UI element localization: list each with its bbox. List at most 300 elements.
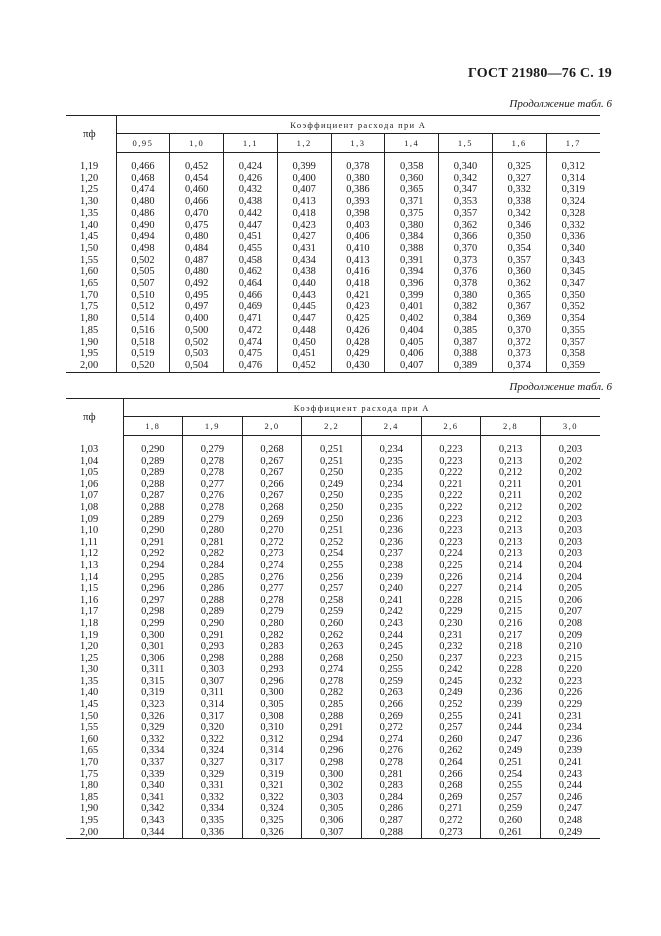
coefficient-value: 0,266 bbox=[362, 699, 422, 711]
coefficient-value: 0,211 bbox=[481, 479, 541, 491]
coefficient-value: 0,384 bbox=[385, 231, 439, 243]
coefficient-value: 0,278 bbox=[302, 676, 362, 688]
coefficient-value: 0,243 bbox=[362, 618, 422, 630]
table-row bbox=[66, 711, 600, 723]
pi-value: 1,40 bbox=[66, 687, 123, 699]
coefficient-value: 0,286 bbox=[362, 803, 422, 815]
coefficient-value: 0,337 bbox=[123, 757, 183, 769]
coefficient-value: 0,375 bbox=[385, 208, 439, 220]
table-row bbox=[66, 595, 600, 607]
coefficient-value: 0,290 bbox=[123, 525, 183, 537]
coefficient-value: 0,443 bbox=[277, 290, 331, 302]
coefficient-value: 0,245 bbox=[362, 641, 422, 653]
coefficient-value: 0,336 bbox=[183, 827, 243, 839]
coefficient-value: 0,497 bbox=[170, 301, 224, 313]
coefficient-value: 0,235 bbox=[362, 456, 422, 468]
coefficient-value: 0,232 bbox=[481, 676, 541, 688]
coefficient-value: 0,442 bbox=[224, 208, 278, 220]
table-row bbox=[66, 572, 600, 584]
coefficient-value: 0,314 bbox=[183, 699, 243, 711]
coefficient-value: 0,223 bbox=[421, 456, 481, 468]
coefficient-value: 0,403 bbox=[331, 220, 385, 232]
coefficient-value: 0,280 bbox=[242, 618, 302, 630]
table-row bbox=[66, 676, 600, 688]
coefficient-value: 0,257 bbox=[421, 722, 481, 734]
coefficient-value: 0,389 bbox=[439, 360, 493, 372]
table-row bbox=[66, 641, 600, 653]
coefficient-value: 0,343 bbox=[561, 254, 585, 266]
coefficient-value: 0,212 bbox=[481, 514, 541, 526]
coefficient-value: 0,213 bbox=[481, 456, 541, 468]
coefficient-value: 0,255 bbox=[481, 780, 541, 792]
coefficient-value: 0,296 bbox=[242, 676, 302, 688]
coefficient-value: 0,455 bbox=[224, 243, 278, 255]
pi-value: 1,17 bbox=[66, 606, 123, 618]
table-row bbox=[66, 337, 600, 349]
coefficient-value: 0,284 bbox=[362, 792, 422, 804]
coefficient-value: 0,502 bbox=[116, 255, 170, 267]
coefficient-value: 0,291 bbox=[183, 630, 243, 642]
table-row bbox=[66, 618, 600, 630]
coefficient-value: 0,250 bbox=[302, 514, 362, 526]
coefficient-value: 0,338 bbox=[492, 196, 546, 208]
coefficient-value: 0,484 bbox=[170, 243, 224, 255]
coefficient-value: 0,424 bbox=[224, 153, 278, 173]
coefficient-value: 0,362 bbox=[439, 220, 493, 232]
pi-value: 1,60 bbox=[66, 734, 123, 746]
coefficient-value: 0,249 bbox=[421, 687, 481, 699]
coefficient-value: 0,223 bbox=[421, 537, 481, 549]
coefficient-table-1 bbox=[66, 115, 600, 373]
pi-value: 1,18 bbox=[66, 618, 123, 630]
coefficient-value: 0,202 bbox=[558, 455, 583, 467]
pi-value: 1,06 bbox=[66, 479, 123, 491]
pi-value: 1,70 bbox=[66, 757, 123, 769]
coefficient-value: 0,267 bbox=[242, 467, 302, 479]
coefficient-value: 0,290 bbox=[183, 618, 243, 630]
coefficient-value: 0,247 bbox=[558, 803, 583, 815]
coefficient-value: 0,247 bbox=[481, 734, 541, 746]
table-row bbox=[66, 792, 600, 804]
pi-value: 1,50 bbox=[66, 711, 123, 723]
coefficient-value: 0,240 bbox=[362, 583, 422, 595]
coefficient-value: 0,305 bbox=[302, 803, 362, 815]
coefficient-value: 0,448 bbox=[277, 325, 331, 337]
table-row bbox=[66, 780, 600, 792]
coefficient-value: 0,298 bbox=[183, 653, 243, 665]
coefficient-value: 0,224 bbox=[421, 548, 481, 560]
coefficient-value: 0,289 bbox=[183, 606, 243, 618]
coefficient-value: 0,382 bbox=[439, 301, 493, 313]
coefficient-value: 0,213 bbox=[481, 537, 541, 549]
coefficient-value: 0,474 bbox=[224, 337, 278, 349]
coefficient-value: 0,211 bbox=[481, 490, 541, 502]
coefficient-value: 0,278 bbox=[183, 456, 243, 468]
coefficient-value: 0,399 bbox=[385, 290, 439, 302]
pi-value: 1,07 bbox=[66, 490, 123, 502]
pi-value: 2,00 bbox=[66, 827, 123, 839]
coefficient-value: 0,373 bbox=[492, 348, 546, 360]
coefficient-value: 0,280 bbox=[183, 525, 243, 537]
coefficient-value: 0,293 bbox=[183, 641, 243, 653]
coefficient-value: 0,359 bbox=[546, 360, 600, 372]
coefficient-value: 0,328 bbox=[561, 207, 585, 219]
coefficient-value: 0,282 bbox=[242, 630, 302, 642]
pi-value: 1,65 bbox=[66, 745, 123, 757]
coefficient-value: 0,380 bbox=[331, 173, 385, 185]
coefficient-value: 0,283 bbox=[242, 641, 302, 653]
coefficient-value: 0,260 bbox=[481, 815, 541, 827]
coefficient-value: 0,454 bbox=[170, 173, 224, 185]
pi-value: 1,16 bbox=[66, 595, 123, 607]
table-row bbox=[66, 815, 600, 827]
coefficient-value: 0,347 bbox=[561, 278, 585, 290]
coefficient-value: 0,202 bbox=[558, 467, 583, 479]
coefficient-value: 0,516 bbox=[116, 325, 170, 337]
coefficient-value: 0,358 bbox=[561, 348, 585, 360]
table-row bbox=[66, 525, 600, 537]
coefficient-value: 0,273 bbox=[421, 827, 481, 839]
coefficient-value: 0,235 bbox=[362, 490, 422, 502]
coefficient-value: 0,466 bbox=[224, 290, 278, 302]
coefficient-value: 0,214 bbox=[481, 583, 541, 595]
coefficient-value: 0,214 bbox=[481, 572, 541, 584]
coefficient-value: 0,292 bbox=[123, 548, 183, 560]
pi-value: 1,55 bbox=[66, 255, 116, 267]
table-continuation-label-2: Продолжение табл. 6 bbox=[509, 381, 612, 393]
pi-value: 1,19 bbox=[66, 153, 116, 173]
coefficient-value: 0,352 bbox=[561, 301, 585, 313]
coefficient-value: 0,311 bbox=[123, 664, 183, 676]
coefficient-value: 0,302 bbox=[302, 780, 362, 792]
coefficient-value: 0,371 bbox=[385, 196, 439, 208]
coefficient-value: 0,251 bbox=[481, 757, 541, 769]
coefficient-value: 0,262 bbox=[302, 630, 362, 642]
coefficient-value: 0,266 bbox=[421, 769, 481, 781]
coefficient-value: 0,518 bbox=[116, 337, 170, 349]
coefficient-value: 0,344 bbox=[123, 827, 183, 839]
coefficient-value: 0,226 bbox=[558, 687, 583, 699]
coefficient-value: 0,514 bbox=[116, 313, 170, 325]
coefficient-value: 0,291 bbox=[302, 722, 362, 734]
coefficient-value: 0,494 bbox=[116, 231, 170, 243]
coefficient-value: 0,239 bbox=[481, 699, 541, 711]
coefficient-value: 0,423 bbox=[277, 220, 331, 232]
coefficient-value: 0,287 bbox=[123, 490, 183, 502]
coefficient-value: 0,404 bbox=[385, 325, 439, 337]
coefficient-value: 0,220 bbox=[558, 664, 583, 676]
coefficient-value: 0,230 bbox=[421, 618, 481, 630]
coefficient-value: 0,283 bbox=[362, 780, 422, 792]
coefficient-value: 0,203 bbox=[558, 513, 583, 525]
coefficient-value: 0,468 bbox=[116, 173, 170, 185]
coefficient-value: 0,296 bbox=[123, 583, 183, 595]
coefficient-value: 0,257 bbox=[302, 583, 362, 595]
coefficient-value: 0,297 bbox=[123, 595, 183, 607]
coefficient-value: 0,218 bbox=[481, 641, 541, 653]
table-row bbox=[66, 664, 600, 676]
coefficient-value: 0,260 bbox=[302, 618, 362, 630]
coefficient-value: 0,308 bbox=[242, 711, 302, 723]
coefficient-value: 0,365 bbox=[492, 290, 546, 302]
column-header: 2,4 bbox=[362, 417, 422, 436]
pi-value: 1,75 bbox=[66, 301, 116, 313]
coefficient-value: 0,366 bbox=[439, 231, 493, 243]
table-row bbox=[66, 653, 600, 665]
coefficient-value: 0,241 bbox=[558, 757, 583, 769]
coefficient-value: 0,405 bbox=[385, 337, 439, 349]
pi-value: 1,85 bbox=[66, 325, 116, 337]
pi-value: 1,15 bbox=[66, 583, 123, 595]
column-header: 1,9 bbox=[183, 417, 243, 436]
table-row bbox=[66, 243, 600, 255]
coefficient-value: 0,342 bbox=[492, 208, 546, 220]
table-row bbox=[66, 278, 600, 290]
pi-value: 1,12 bbox=[66, 548, 123, 560]
coefficient-value: 0,284 bbox=[183, 560, 243, 572]
coefficient-value: 0,387 bbox=[439, 337, 493, 349]
pi-value: 1,95 bbox=[66, 348, 116, 360]
coefficient-value: 0,279 bbox=[183, 436, 243, 456]
coefficient-value: 0,250 bbox=[302, 490, 362, 502]
coefficient-value: 0,480 bbox=[170, 266, 224, 278]
coefficient-value: 0,223 bbox=[421, 514, 481, 526]
coefficient-value: 0,500 bbox=[170, 325, 224, 337]
coefficient-value: 0,274 bbox=[242, 560, 302, 572]
coefficient-value: 0,215 bbox=[481, 606, 541, 618]
coefficient-value: 0,398 bbox=[331, 208, 385, 220]
coefficient-value: 0,298 bbox=[123, 606, 183, 618]
table-row bbox=[66, 456, 600, 468]
table-row bbox=[66, 479, 600, 491]
coefficient-value: 0,288 bbox=[183, 595, 243, 607]
coefficient-value: 0,305 bbox=[242, 699, 302, 711]
column-header: 1,3 bbox=[331, 134, 385, 153]
coefficient-value: 0,268 bbox=[302, 653, 362, 665]
coefficient-value: 0,421 bbox=[331, 290, 385, 302]
coefficient-value: 0,241 bbox=[481, 711, 541, 723]
pi-value: 1,20 bbox=[66, 641, 123, 653]
coefficient-value: 0,410 bbox=[331, 243, 385, 255]
pi-value: 1,35 bbox=[66, 676, 123, 688]
coefficient-value: 0,373 bbox=[439, 255, 493, 267]
coefficient-value: 0,370 bbox=[439, 243, 493, 255]
coefficient-value: 0,402 bbox=[385, 313, 439, 325]
coefficient-value: 0,255 bbox=[362, 664, 422, 676]
coefficient-value: 0,282 bbox=[183, 548, 243, 560]
coefficient-value: 0,345 bbox=[561, 266, 585, 278]
coefficient-value: 0,447 bbox=[224, 220, 278, 232]
table-row bbox=[66, 745, 600, 757]
coefficient-value: 0,206 bbox=[558, 594, 583, 606]
coefficient-value: 0,217 bbox=[481, 630, 541, 642]
coefficient-value: 0,418 bbox=[277, 208, 331, 220]
coefficient-value: 0,268 bbox=[242, 436, 302, 456]
coefficient-value: 0,343 bbox=[123, 815, 183, 827]
coefficient-value: 0,274 bbox=[362, 734, 422, 746]
coefficient-value: 0,317 bbox=[242, 757, 302, 769]
pi-value: 1,35 bbox=[66, 208, 116, 220]
pi-value: 1,95 bbox=[66, 815, 123, 827]
coefficient-value: 0,226 bbox=[421, 572, 481, 584]
coefficient-value: 0,212 bbox=[481, 467, 541, 479]
coefficient-value: 0,324 bbox=[183, 745, 243, 757]
coefficient-value: 0,486 bbox=[116, 208, 170, 220]
pi-value: 1,65 bbox=[66, 278, 116, 290]
pi-value: 1,19 bbox=[66, 630, 123, 642]
coefficient-value: 0,203 bbox=[558, 548, 583, 560]
coefficient-value: 0,310 bbox=[242, 722, 302, 734]
coefficient-value: 0,257 bbox=[481, 792, 541, 804]
column-header: 1,8 bbox=[123, 417, 183, 436]
coefficient-value: 0,236 bbox=[362, 525, 422, 537]
coefficient-value: 0,262 bbox=[421, 745, 481, 757]
coefficient-value: 0,301 bbox=[123, 641, 183, 653]
coefficient-value: 0,236 bbox=[362, 537, 422, 549]
coefficient-value: 0,384 bbox=[439, 313, 493, 325]
coefficient-value: 0,334 bbox=[183, 803, 243, 815]
coefficient-value: 0,236 bbox=[558, 733, 583, 745]
coefficient-value: 0,427 bbox=[277, 231, 331, 243]
table-row bbox=[66, 184, 600, 196]
coefficient-value: 0,376 bbox=[439, 266, 493, 278]
coefficient-value: 0,306 bbox=[123, 653, 183, 665]
coefficient-value: 0,246 bbox=[558, 791, 583, 803]
coefficient-value: 0,340 bbox=[439, 153, 493, 173]
coefficient-value: 0,203 bbox=[558, 525, 583, 537]
coefficient-value: 0,502 bbox=[170, 337, 224, 349]
coefficient-value: 0,326 bbox=[123, 711, 183, 723]
table-row bbox=[66, 803, 600, 815]
coefficient-value: 0,347 bbox=[439, 184, 493, 196]
coefficient-value: 0,358 bbox=[385, 153, 439, 173]
coefficient-value: 0,372 bbox=[492, 337, 546, 349]
table-row bbox=[66, 490, 600, 502]
coefficient-value: 0,234 bbox=[362, 436, 422, 456]
coefficient-value: 0,241 bbox=[362, 595, 422, 607]
coefficient-value: 0,289 bbox=[123, 456, 183, 468]
coefficient-value: 0,277 bbox=[242, 583, 302, 595]
coefficient-value: 0,466 bbox=[170, 196, 224, 208]
coefficient-value: 0,244 bbox=[558, 780, 583, 792]
coefficient-value: 0,213 bbox=[481, 525, 541, 537]
coefficient-value: 0,413 bbox=[331, 255, 385, 267]
coefficient-value: 0,223 bbox=[421, 525, 481, 537]
coefficient-value: 0,460 bbox=[170, 184, 224, 196]
coefficient-value: 0,393 bbox=[331, 196, 385, 208]
table-row bbox=[66, 606, 600, 618]
coefficient-value: 0,378 bbox=[331, 153, 385, 173]
pi-column-header: πф bbox=[66, 399, 123, 436]
coefficient-value: 0,407 bbox=[277, 184, 331, 196]
coefficient-value: 0,490 bbox=[116, 220, 170, 232]
coefficient-value: 0,510 bbox=[116, 290, 170, 302]
coefficient-value: 0,277 bbox=[183, 479, 243, 491]
column-headers bbox=[66, 134, 600, 153]
coefficient-header: Коэффициент расхода при A bbox=[116, 116, 600, 134]
table-row bbox=[66, 560, 600, 572]
table-row bbox=[66, 266, 600, 278]
coefficient-value: 0,282 bbox=[302, 687, 362, 699]
coefficient-value: 0,334 bbox=[123, 745, 183, 757]
table-row bbox=[66, 436, 600, 456]
column-header: 1,6 bbox=[492, 134, 546, 153]
pi-value: 1,25 bbox=[66, 653, 123, 665]
coefficient-value: 0,249 bbox=[481, 745, 541, 757]
coefficient-value: 0,315 bbox=[123, 676, 183, 688]
pi-value: 1,11 bbox=[66, 537, 123, 549]
coefficient-value: 0,362 bbox=[492, 278, 546, 290]
table-row bbox=[66, 173, 600, 185]
coefficient-value: 0,438 bbox=[224, 196, 278, 208]
coefficient-value: 0,400 bbox=[277, 173, 331, 185]
coefficient-value: 0,413 bbox=[277, 196, 331, 208]
coefficient-value: 0,273 bbox=[242, 548, 302, 560]
table-row bbox=[66, 548, 600, 560]
coefficient-value: 0,307 bbox=[183, 676, 243, 688]
column-header: 2,6 bbox=[421, 417, 481, 436]
table-row bbox=[66, 757, 600, 769]
coefficient-value: 0,452 bbox=[170, 153, 224, 173]
coefficient-value: 0,386 bbox=[331, 184, 385, 196]
coefficient-value: 0,293 bbox=[242, 664, 302, 676]
coefficient-value: 0,202 bbox=[558, 501, 583, 513]
pi-value: 1,04 bbox=[66, 456, 123, 468]
coefficient-value: 0,268 bbox=[421, 780, 481, 792]
column-headers bbox=[66, 417, 600, 436]
coefficient-value: 0,466 bbox=[116, 153, 170, 173]
coefficient-value: 0,323 bbox=[123, 699, 183, 711]
coefficient-value: 0,378 bbox=[439, 278, 493, 290]
coefficient-value: 0,223 bbox=[421, 436, 481, 456]
coefficient-value: 0,209 bbox=[558, 629, 583, 641]
coefficient-value: 0,426 bbox=[224, 173, 278, 185]
coefficient-value: 0,324 bbox=[242, 803, 302, 815]
coefficient-value: 0,276 bbox=[242, 572, 302, 584]
coefficient-value: 0,276 bbox=[362, 745, 422, 757]
pi-value: 1,05 bbox=[66, 467, 123, 479]
coefficient-value: 0,225 bbox=[421, 560, 481, 572]
coefficient-value: 0,426 bbox=[331, 325, 385, 337]
coefficient-value: 0,321 bbox=[242, 780, 302, 792]
coefficient-value: 0,288 bbox=[123, 502, 183, 514]
coefficient-value: 0,474 bbox=[116, 184, 170, 196]
coefficient-value: 0,251 bbox=[302, 456, 362, 468]
coefficient-value: 0,281 bbox=[183, 537, 243, 549]
pi-value: 1,09 bbox=[66, 514, 123, 526]
coefficient-value: 0,498 bbox=[116, 243, 170, 255]
coefficient-value: 0,250 bbox=[302, 502, 362, 514]
table-row bbox=[66, 220, 600, 232]
page-header: ГОСТ 21980—76 С. 19 bbox=[468, 66, 612, 81]
coefficient-value: 0,451 bbox=[224, 231, 278, 243]
coefficient-value: 0,319 bbox=[561, 184, 585, 196]
table-row bbox=[66, 196, 600, 208]
coefficient-value: 0,222 bbox=[421, 502, 481, 514]
coefficient-value: 0,407 bbox=[385, 360, 439, 372]
table-body bbox=[66, 436, 600, 839]
coefficient-value: 0,319 bbox=[242, 769, 302, 781]
coefficient-value: 0,278 bbox=[362, 757, 422, 769]
coefficient-value: 0,300 bbox=[302, 769, 362, 781]
coefficient-value: 0,327 bbox=[492, 173, 546, 185]
coefficient-value: 0,231 bbox=[421, 630, 481, 642]
coefficient-value: 0,255 bbox=[421, 711, 481, 723]
coefficient-value: 0,222 bbox=[421, 490, 481, 502]
coefficient-value: 0,332 bbox=[561, 219, 585, 231]
coefficient-value: 0,434 bbox=[277, 255, 331, 267]
coefficient-value: 0,319 bbox=[123, 687, 183, 699]
